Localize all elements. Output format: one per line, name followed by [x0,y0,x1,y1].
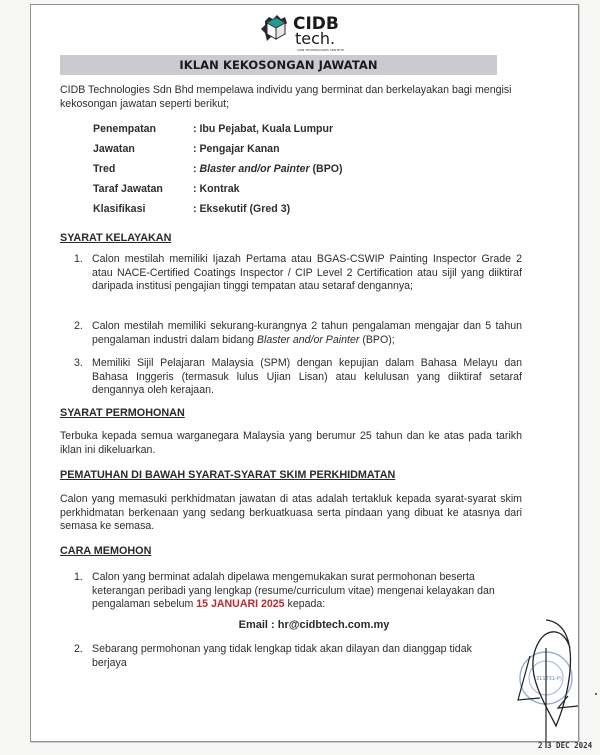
list-number: 3. [74,357,83,369]
detail-value: : Eksekutif (Gred 3) [193,203,291,215]
detail-value: : Pengajar Kanan [193,143,280,155]
list-number: 2. [74,320,83,332]
detail-label: Klasifikasi [93,203,146,215]
logo-brand-bottom: tech. [295,29,336,48]
list-text-part: kepada: [284,598,326,611]
list-text [92,571,522,612]
pematuhan-text: Calon yang memasuki perkhidmatan jawatan di atas adalah tertakluk kepada syarat-syarat skim perkhidmatan berkenaan yang sedang berkuatkuasa serta pindaan yang dibuat ke atasnya dari semasa ke semasa. [60,493,522,533]
detail-value-suffix: (BPO) [309,163,343,175]
logo-tagline: CIDB TECHNOLOGIES SDN BHD [297,48,344,52]
logo-brand-top: CIDB [293,14,339,34]
intro-text: CIDB Technologies Sdn Bhd mempelawa individu yang berminat dan berkelayakan bagi mengisi kekosongan jawatan seperti berikut; [60,84,512,110]
list-number: 1. [74,253,83,265]
list-item [74,571,522,612]
section-heading-cara-memohon: CARA MEMOHON [60,545,152,557]
gear-cube-icon [261,15,287,41]
deadline-date: 15 JANUARI 2025 [196,598,285,611]
list-text: Sebarang permohonan yang tidak lengkap tidak akan dilayan dan dianggap tidak berjaya [92,643,472,669]
job-details [93,123,343,223]
company-stamp-signature [512,618,600,750]
section-heading-pematuhan: PEMATUHAN DI BAWAH SYARAT-SYARAT SKIM PERKHIDMATAN [60,469,396,481]
detail-value: : Kontrak [193,183,240,195]
detail-row [93,123,343,143]
list-number: 2. [74,643,83,655]
list-text: Memiliki Sijil Pelajaran Malaysia (SPM) dengan kepujian dalam Bahasa Melayu dan Bahasa Inggeris (termasuk lulus Ujian Lisan) atau kelulusan yang diiktiraf setaraf dengannya oleh kerajaan. [92,357,522,397]
email-text[interactable]: Email : hr@cidbtech.com.my [238,619,390,631]
list-text-italic: Blaster and/or Painter [256,333,360,346]
list-text-part: Calon mestilah memiliki sekurang-kurangnya 2 tahun pengalaman mengajar dan 5 tahun pengalaman industri dalam bidang [92,320,522,346]
stamp-reg-no: (311731-P) [534,676,562,682]
stamp-date: 2 3 DEC 2024 [538,741,593,750]
section-heading-syarat-kelayakan: SYARAT KELAYAKAN [60,232,172,244]
detail-value-prefix: : [193,163,200,175]
cidb-tech-logo [259,9,351,53]
list-text-part: Calon yang berminat adalah dipelawa mengemukakan surat permohonan beserta keterangan peribadi yang lengkap (resume/curriculum vitae) mengenai kelayakan dan pengalaman sebelum [92,571,495,611]
detail-label: Tred [93,163,116,175]
detail-label: Jawatan [93,143,135,155]
detail-row [93,143,343,163]
detail-row [93,183,343,203]
detail-label: Taraf Jawatan [93,183,163,195]
list-number: 1. [74,571,83,583]
detail-row [93,203,343,223]
detail-value [193,163,343,183]
list-text-part: (BPO); [359,333,395,346]
contact-email [0,619,600,631]
list-item [74,643,504,670]
list-item [74,253,522,294]
section-heading-syarat-permohonan: SYARAT PERMOHONAN [60,407,185,419]
detail-value: : Ibu Pejabat, Kuala Lumpur [193,123,334,135]
detail-row [93,163,343,183]
list-text [92,320,522,347]
list-text: Calon mestilah memiliki Ijazah Pertama atau BGAS-CSWIP Painting Inspector Grade 2 atau NACE-Certified Coatings Inspector / CIP Level 2 Certification atau sijil yang diiktiraf daripada institusi pengajian tinggi tempatan atau setaraf dengannya; [92,253,522,293]
list-item [74,320,522,347]
syarat-permohonan-text: Terbuka kepada semua warganegara Malaysia yang berumur 25 tahun dan ke atas pada tarikh iklan ini dikeluarkan. [60,430,522,456]
page-title: IKLAN KEKOSONGAN JAWATAN [60,55,497,75]
detail-value-italic: Blaster and/or Painter [199,163,310,175]
list-item [74,357,522,398]
detail-label: Penempatan [93,123,156,135]
